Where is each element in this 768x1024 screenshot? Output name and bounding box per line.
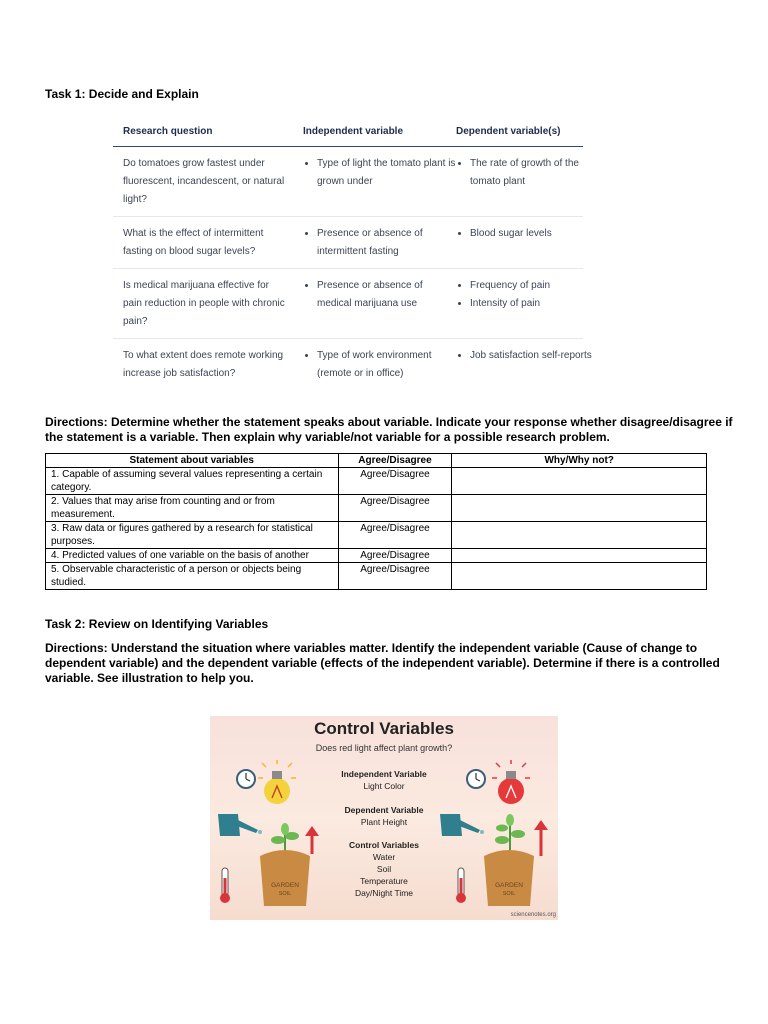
- table-row: [46, 563, 707, 590]
- rq-header-independent: Independent variable: [303, 126, 404, 137]
- agree-cell[interactable]: Agree/Disagree: [338, 522, 452, 549]
- rq-row: [113, 147, 583, 217]
- dependent-variable-label: Dependent Variable: [344, 805, 424, 815]
- header-agree: Agree/Disagree: [338, 454, 452, 468]
- independent-variable-label: Independent Variable: [341, 769, 427, 779]
- control-variable-item: Temperature: [360, 876, 408, 886]
- rq-bullet: • Type of light the tomato plant is grown under: [317, 155, 456, 191]
- research-question-table: [113, 122, 592, 390]
- rq-bullet: • Frequency of pain: [470, 277, 593, 295]
- rq-independent: [303, 277, 456, 331]
- header-statement: Statement about variables: [46, 454, 339, 468]
- table-row: [46, 549, 707, 563]
- rq-bullet: • The rate of growth of the tomato plant: [470, 155, 593, 191]
- why-cell[interactable]: [452, 468, 707, 495]
- illustration-title: Control Variables: [314, 719, 454, 738]
- dependent-variable-value: Plant Height: [360, 817, 408, 827]
- rq-question: Do tomatoes grow fastest under fluorescent, incandescent, or natural light?: [123, 158, 285, 205]
- task2-directions: Directions: Understand the situation where variables matter. Identify the independent variable (Cause of change to dependent variable) and the dependent variable (effects of the independent variable). Determine if there is a controlled variable. See illustration to help you.: [45, 641, 720, 685]
- rq-bullet: • Presence or absence of medical marijuana use: [317, 277, 456, 313]
- task2-heading: Task 2: Review on Identifying Variables: [45, 617, 269, 631]
- illustration-question: Does red light affect plant growth?: [315, 743, 453, 753]
- rq-row: [113, 217, 583, 269]
- rq-independent: [303, 347, 456, 383]
- rq-question: To what extent does remote working increase job satisfaction?: [123, 350, 284, 379]
- rq-independent: [303, 225, 456, 261]
- header-why: Why/Why not?: [452, 454, 707, 468]
- statement-cell: 3. Raw data or figures gathered by a research for statistical purposes.: [46, 522, 339, 549]
- control-variables-label: Control Variables: [349, 840, 419, 850]
- independent-variable-value: Light Color: [363, 781, 405, 791]
- rq-question: Is medical marijuana effective for pain reduction in people with chronic pain?: [123, 280, 285, 327]
- agree-cell[interactable]: Agree/Disagree: [338, 563, 452, 590]
- svg-text:SOIL: SOIL: [278, 891, 292, 897]
- agree-cell[interactable]: Agree/Disagree: [338, 468, 452, 495]
- rq-dependent: [456, 277, 593, 331]
- rq-bullet: • Type of work environment (remote or in office): [317, 347, 456, 383]
- task1-heading: Task 1: Decide and Explain: [45, 87, 199, 101]
- rq-independent: [303, 155, 456, 209]
- svg-text:SOIL: SOIL: [502, 891, 516, 897]
- statement-cell: 4. Predicted values of one variable on the basis of another: [46, 549, 339, 563]
- rq-header-question: Research question: [123, 126, 213, 137]
- svg-text:GARDEN: GARDEN: [271, 882, 299, 889]
- svg-text:GARDEN: GARDEN: [495, 882, 523, 889]
- rq-row: [113, 269, 583, 339]
- control-variables-illustration: [210, 716, 558, 920]
- statement-table: [45, 453, 707, 590]
- rq-bullet: • Job satisfaction self-reports: [470, 347, 593, 365]
- table-row: [46, 522, 707, 549]
- rq-dependent: [456, 347, 593, 383]
- why-cell[interactable]: [452, 495, 707, 522]
- agree-cell[interactable]: Agree/Disagree: [338, 495, 452, 522]
- statement-cell: 2. Values that may arise from counting and or from measurement.: [46, 495, 339, 522]
- rq-bullet: • Intensity of pain: [470, 295, 593, 313]
- control-variable-item: Water: [372, 852, 396, 862]
- rq-dependent: [456, 155, 593, 209]
- control-variable-item: Soil: [376, 864, 392, 874]
- statement-table-header: [46, 454, 707, 468]
- rq-bullet: • Blood sugar levels: [470, 225, 593, 243]
- rq-dependent: [456, 225, 593, 261]
- statement-cell: 5. Observable characteristic of a person or objects being studied.: [46, 563, 339, 590]
- agree-cell[interactable]: Agree/Disagree: [338, 549, 452, 563]
- task1-directions: Directions: Determine whether the statement speaks about variable. Indicate your response whether disagree/disagree if the statement is a variable. Then explain why variable/not variable for a possible research problem.: [45, 415, 733, 444]
- rq-bullet: • Presence or absence of intermittent fasting: [317, 225, 456, 261]
- why-cell[interactable]: [452, 522, 707, 549]
- why-cell[interactable]: [452, 563, 707, 590]
- statement-cell: 1. Capable of assuming several values representing a certain category.: [46, 468, 339, 495]
- rq-table-header: [113, 122, 583, 147]
- rq-header-dependent: Dependent variable(s): [456, 126, 561, 137]
- why-cell[interactable]: [452, 549, 707, 563]
- table-row: [46, 495, 707, 522]
- rq-question: What is the effect of intermittent fasting on blood sugar levels?: [123, 228, 264, 257]
- control-variable-item: Day/Night Time: [354, 888, 414, 898]
- rq-row: [113, 339, 592, 390]
- illustration-credit: sciencenotes.org: [510, 912, 556, 918]
- table-row: [46, 468, 707, 495]
